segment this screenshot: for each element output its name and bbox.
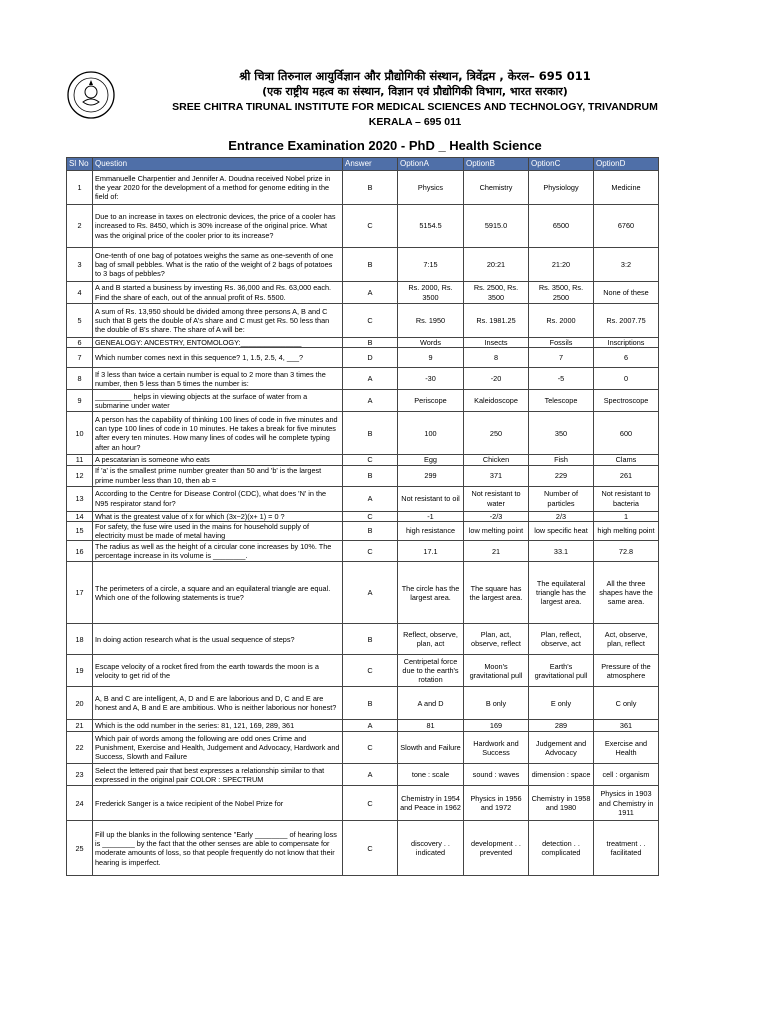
answer-cell: C bbox=[343, 541, 398, 562]
option-a-cell: Periscope bbox=[398, 390, 464, 412]
answer-cell: B bbox=[343, 248, 398, 282]
option-b-cell: 250 bbox=[464, 412, 529, 455]
option-d-cell: All the three shapes have the same area. bbox=[594, 562, 659, 624]
hindi-institute-subtitle: (एक राष्ट्रीय महत्व का संस्थान, विज्ञान एवं प्रौद्योगिकी विभाग, भारत सरकार) bbox=[262, 85, 568, 98]
option-c-cell: low specific heat bbox=[529, 521, 594, 541]
table-row bbox=[67, 338, 659, 348]
option-d-cell: Act, observe, plan, reflect bbox=[594, 624, 659, 655]
option-c-cell: -5 bbox=[529, 368, 594, 390]
question-cell: A pescatarian is someone who eats bbox=[93, 455, 343, 465]
question-cell: Due to an increase in taxes on electronic devices, the price of a cooler has increased to Rs. 8450, which is 30% increase of the original price. What was the original price of the cooler prior to its increase? bbox=[93, 205, 343, 248]
option-d-cell: high melting point bbox=[594, 521, 659, 541]
serial-number-cell: 18 bbox=[67, 624, 93, 655]
serial-number-cell: 17 bbox=[67, 562, 93, 624]
option-b-cell: 371 bbox=[464, 465, 529, 486]
option-a-cell: 5154.5 bbox=[398, 205, 464, 248]
question-cell: The perimeters of a circle, a square and an equilateral triangle are equal. Which one of the following statements is true? bbox=[93, 562, 343, 624]
question-cell: A and B started a business by investing Rs. 36,000 and Rs. 63,000 each. Find the share of each, out of the annual profit of Rs. 5500. bbox=[93, 282, 343, 304]
answer-cell: C bbox=[343, 732, 398, 764]
serial-number-cell: 19 bbox=[67, 655, 93, 687]
option-d-cell: Spectroscope bbox=[594, 390, 659, 412]
serial-number-cell: 25 bbox=[67, 821, 93, 876]
option-c-cell: Fossils bbox=[529, 338, 594, 348]
option-b-cell: Physics in 1956 and 1972 bbox=[464, 786, 529, 821]
serial-number-cell: 22 bbox=[67, 732, 93, 764]
option-c-cell: 7 bbox=[529, 348, 594, 368]
question-cell: If 'a' is the smallest prime number greater than 50 and 'b' is the largest prime number less than 10, then ab = bbox=[93, 465, 343, 486]
question-cell: A, B and C are intelligent, A, D and E are laborious and D, C and E are honest and A, B and E are ambitious. Who is neither laborious nor honest? bbox=[93, 687, 343, 720]
option-a-cell: 7:15 bbox=[398, 248, 464, 282]
question-cell: A sum of Rs. 13,950 should be divided among three persons A, B and C such that B gets the double of A's share and C must get Rs. 50 less than the double of B's share. The share of A will be: bbox=[93, 304, 343, 338]
option-d-cell: 361 bbox=[594, 720, 659, 732]
table-row bbox=[67, 390, 659, 412]
question-cell: In doing action research what is the usual sequence of steps? bbox=[93, 624, 343, 655]
serial-number-cell: 16 bbox=[67, 541, 93, 562]
question-table bbox=[66, 157, 659, 876]
option-d-cell: 600 bbox=[594, 412, 659, 455]
serial-number-cell: 7 bbox=[67, 348, 93, 368]
option-d-cell: Inscriptions bbox=[594, 338, 659, 348]
serial-number-cell: 1 bbox=[67, 171, 93, 205]
option-c-cell: Rs. 2000 bbox=[529, 304, 594, 338]
question-cell: A person has the capability of thinking 100 lines of code in five minutes and can type 100 lines of code in 10 minutes. He takes a break for five minutes after every ten minutes. How many lines of codes will he complete typing after an hour? bbox=[93, 412, 343, 455]
question-cell: Frederick Sanger is a twice recipient of the Nobel Prize for bbox=[93, 786, 343, 821]
option-d-cell: None of these bbox=[594, 282, 659, 304]
option-d-cell: 72.8 bbox=[594, 541, 659, 562]
serial-number-cell: 24 bbox=[67, 786, 93, 821]
question-cell: Which pair of words among the following are odd ones Crime and Punishment, Exercise and Health, Judgement and Advocacy, Hardwork and Success, Slowth and Failure bbox=[93, 732, 343, 764]
option-b-cell: 5915.0 bbox=[464, 205, 529, 248]
answer-cell: C bbox=[343, 205, 398, 248]
table-row bbox=[67, 486, 659, 511]
option-b-cell: Chicken bbox=[464, 455, 529, 465]
question-cell: For safety, the fuse wire used in the mains for household supply of electricity must be made of metal having bbox=[93, 521, 343, 541]
answer-cell: B bbox=[343, 687, 398, 720]
option-c-cell: 350 bbox=[529, 412, 594, 455]
serial-number-cell: 12 bbox=[67, 465, 93, 486]
answer-cell: A bbox=[343, 282, 398, 304]
option-c-cell: 289 bbox=[529, 720, 594, 732]
table-row bbox=[67, 786, 659, 821]
option-b-cell: Insects bbox=[464, 338, 529, 348]
serial-number-cell: 23 bbox=[67, 764, 93, 786]
table-row bbox=[67, 821, 659, 876]
option-c-cell: 21:20 bbox=[529, 248, 594, 282]
answer-cell: B bbox=[343, 338, 398, 348]
option-a-cell: high resistance bbox=[398, 521, 464, 541]
option-a-cell: Physics bbox=[398, 171, 464, 205]
table-row bbox=[67, 348, 659, 368]
answer-cell: C bbox=[343, 511, 398, 521]
question-cell: If 3 less than twice a certain number is equal to 2 more than 3 times the number, then 5 less than 5 times the number is: bbox=[93, 368, 343, 390]
serial-number-cell: 3 bbox=[67, 248, 93, 282]
option-a-cell: Chemistry in 1954 and Peace in 1962 bbox=[398, 786, 464, 821]
option-a-cell: Words bbox=[398, 338, 464, 348]
option-a-cell: -30 bbox=[398, 368, 464, 390]
question-cell: The radius as well as the height of a circular cone increases by 10%. The percentage increase in its volume is ________. bbox=[93, 541, 343, 562]
column-header: OptionA bbox=[398, 158, 464, 171]
option-c-cell: detection . . complicated bbox=[529, 821, 594, 876]
option-a-cell: 100 bbox=[398, 412, 464, 455]
option-d-cell: Not resistant to bacteria bbox=[594, 486, 659, 511]
option-a-cell: Rs. 1950 bbox=[398, 304, 464, 338]
serial-number-cell: 4 bbox=[67, 282, 93, 304]
answer-cell: B bbox=[343, 624, 398, 655]
option-a-cell: discovery . . indicated bbox=[398, 821, 464, 876]
option-a-cell: Rs. 2000, Rs. 3500 bbox=[398, 282, 464, 304]
serial-number-cell: 11 bbox=[67, 455, 93, 465]
option-c-cell: Telescope bbox=[529, 390, 594, 412]
column-header: OptionD bbox=[594, 158, 659, 171]
option-b-cell: 169 bbox=[464, 720, 529, 732]
option-a-cell: Not resistant to oil bbox=[398, 486, 464, 511]
table-header-row bbox=[67, 158, 659, 171]
option-b-cell: 8 bbox=[464, 348, 529, 368]
answer-cell: A bbox=[343, 486, 398, 511]
option-a-cell: -1 bbox=[398, 511, 464, 521]
question-cell: Which number comes next in this sequence? 1, 1.5, 2.5, 4, ___? bbox=[93, 348, 343, 368]
answer-cell: C bbox=[343, 455, 398, 465]
option-a-cell: 17.1 bbox=[398, 541, 464, 562]
option-d-cell: Clams bbox=[594, 455, 659, 465]
option-a-cell: tone : scale bbox=[398, 764, 464, 786]
option-b-cell: Rs. 2500, Rs. 3500 bbox=[464, 282, 529, 304]
answer-cell: A bbox=[343, 764, 398, 786]
table-row bbox=[67, 248, 659, 282]
option-d-cell: Rs. 2007.75 bbox=[594, 304, 659, 338]
table-row bbox=[67, 368, 659, 390]
option-b-cell: -20 bbox=[464, 368, 529, 390]
option-b-cell: Rs. 1981.25 bbox=[464, 304, 529, 338]
column-header: Answer bbox=[343, 158, 398, 171]
table-row bbox=[67, 732, 659, 764]
option-b-cell: Hardwork and Success bbox=[464, 732, 529, 764]
option-a-cell: A and D bbox=[398, 687, 464, 720]
answer-cell: B bbox=[343, 465, 398, 486]
option-c-cell: Physiology bbox=[529, 171, 594, 205]
serial-number-cell: 9 bbox=[67, 390, 93, 412]
option-a-cell: 81 bbox=[398, 720, 464, 732]
question-cell: Select the lettered pair that best expresses a relationship similar to that expressed in the original pair COLOR : SPECTRUM bbox=[93, 764, 343, 786]
column-header: OptionB bbox=[464, 158, 529, 171]
option-b-cell: low melting point bbox=[464, 521, 529, 541]
option-c-cell: E only bbox=[529, 687, 594, 720]
option-d-cell: treatment . . facilitated bbox=[594, 821, 659, 876]
answer-cell: B bbox=[343, 521, 398, 541]
answer-cell: A bbox=[343, 562, 398, 624]
option-a-cell: 299 bbox=[398, 465, 464, 486]
option-b-cell: development . . prevented bbox=[464, 821, 529, 876]
option-c-cell: Rs. 3500, Rs. 2500 bbox=[529, 282, 594, 304]
table-row bbox=[67, 205, 659, 248]
option-b-cell: Plan, act, observe, reflect bbox=[464, 624, 529, 655]
table-row bbox=[67, 720, 659, 732]
question-cell: GENEALOGY: ANCESTRY, ENTOMOLOGY:_______________ bbox=[93, 338, 343, 348]
institute-emblem-logo bbox=[66, 70, 116, 120]
option-b-cell: Not resistant to water bbox=[464, 486, 529, 511]
option-d-cell: 0 bbox=[594, 368, 659, 390]
answer-cell: B bbox=[343, 171, 398, 205]
hindi-institute-name: श्री चित्रा तिरुनाल आयुर्विज्ञान और प्रौद्योगिकी संस्थान, त्रिवेंद्रम , केरल– 695 011 bbox=[239, 69, 591, 83]
option-c-cell: Fish bbox=[529, 455, 594, 465]
option-d-cell: 6760 bbox=[594, 205, 659, 248]
serial-number-cell: 14 bbox=[67, 511, 93, 521]
serial-number-cell: 5 bbox=[67, 304, 93, 338]
table-row bbox=[67, 465, 659, 486]
option-b-cell: B only bbox=[464, 687, 529, 720]
option-b-cell: The square has the largest area. bbox=[464, 562, 529, 624]
question-cell: One-tenth of one bag of potatoes weighs the same as one-seventh of one bag of small pebbles. What is the ratio of the weight of 2 bags of potatoes to 3 bags of pebbles? bbox=[93, 248, 343, 282]
table-row bbox=[67, 171, 659, 205]
column-header: Question bbox=[93, 158, 343, 171]
column-header: OptionC bbox=[529, 158, 594, 171]
question-cell: According to the Centre for Disease Control (CDC), what does 'N' in the N95 respirator stand for? bbox=[93, 486, 343, 511]
answer-cell: A bbox=[343, 368, 398, 390]
option-d-cell: 1 bbox=[594, 511, 659, 521]
option-c-cell: 229 bbox=[529, 465, 594, 486]
option-a-cell: Slowth and Failure bbox=[398, 732, 464, 764]
table-row bbox=[67, 655, 659, 687]
option-b-cell: Moon's gravitational pull bbox=[464, 655, 529, 687]
serial-number-cell: 20 bbox=[67, 687, 93, 720]
option-a-cell: The circle has the largest area. bbox=[398, 562, 464, 624]
table-row bbox=[67, 455, 659, 465]
option-c-cell: 33.1 bbox=[529, 541, 594, 562]
option-d-cell: Exercise and Health bbox=[594, 732, 659, 764]
option-d-cell: Physics in 1903 and Chemistry in 1911 bbox=[594, 786, 659, 821]
option-d-cell: C only bbox=[594, 687, 659, 720]
question-cell: _________ helps in viewing objects at the surface of water from a submarine under water bbox=[93, 390, 343, 412]
option-c-cell: Earth's gravitational pull bbox=[529, 655, 594, 687]
option-a-cell: Reflect, observe, plan, act bbox=[398, 624, 464, 655]
answer-cell: A bbox=[343, 720, 398, 732]
answer-cell: A bbox=[343, 390, 398, 412]
option-a-cell: Centripetal force due to the earth's rotation bbox=[398, 655, 464, 687]
option-c-cell: Plan, reflect, observe, act bbox=[529, 624, 594, 655]
option-b-cell: 21 bbox=[464, 541, 529, 562]
option-a-cell: 9 bbox=[398, 348, 464, 368]
option-b-cell: -2/3 bbox=[464, 511, 529, 521]
answer-cell: B bbox=[343, 412, 398, 455]
exam-title: Entrance Examination 2020 - PhD _ Health Science bbox=[228, 138, 542, 153]
option-d-cell: cell : organism bbox=[594, 764, 659, 786]
answer-cell: D bbox=[343, 348, 398, 368]
table-row bbox=[67, 541, 659, 562]
english-institute-address: KERALA – 695 011 bbox=[368, 116, 462, 128]
table-row bbox=[67, 304, 659, 338]
option-c-cell: 2/3 bbox=[529, 511, 594, 521]
question-cell: What is the greatest value of x for which (3x−2)(x+ 1) = 0 ? bbox=[93, 511, 343, 521]
option-c-cell: The equilateral triangle has the largest area. bbox=[529, 562, 594, 624]
option-b-cell: 20:21 bbox=[464, 248, 529, 282]
option-c-cell: 6500 bbox=[529, 205, 594, 248]
english-institute-name: SREE CHITRA TIRUNAL INSTITUTE FOR MEDICAL SCIENCES AND TECHNOLOGY, TRIVANDRUM bbox=[172, 101, 658, 113]
question-cell: Which is the odd number in the series: 81, 121, 169, 289, 361 bbox=[93, 720, 343, 732]
option-d-cell: 3:2 bbox=[594, 248, 659, 282]
table-row bbox=[67, 624, 659, 655]
column-header: Sl No bbox=[67, 158, 93, 171]
table-row bbox=[67, 687, 659, 720]
answer-cell: C bbox=[343, 655, 398, 687]
option-a-cell: Egg bbox=[398, 455, 464, 465]
table-row bbox=[67, 282, 659, 304]
option-c-cell: dimension : space bbox=[529, 764, 594, 786]
serial-number-cell: 2 bbox=[67, 205, 93, 248]
answer-cell: C bbox=[343, 304, 398, 338]
serial-number-cell: 8 bbox=[67, 368, 93, 390]
option-b-cell: Kaleidoscope bbox=[464, 390, 529, 412]
serial-number-cell: 15 bbox=[67, 521, 93, 541]
question-cell: Emmanuelle Charpentier and Jennifer A. Doudna received Nobel prize in the year 2020 for the development of a method for genome editing in the field of: bbox=[93, 171, 343, 205]
serial-number-cell: 10 bbox=[67, 412, 93, 455]
option-c-cell: Judgement and Advocacy bbox=[529, 732, 594, 764]
answer-cell: C bbox=[343, 786, 398, 821]
table-row bbox=[67, 511, 659, 521]
table-row bbox=[67, 412, 659, 455]
table-row bbox=[67, 562, 659, 624]
option-b-cell: sound : waves bbox=[464, 764, 529, 786]
table-row bbox=[67, 764, 659, 786]
table-row bbox=[67, 521, 659, 541]
option-c-cell: Number of particles bbox=[529, 486, 594, 511]
option-b-cell: Chemistry bbox=[464, 171, 529, 205]
option-d-cell: 6 bbox=[594, 348, 659, 368]
serial-number-cell: 21 bbox=[67, 720, 93, 732]
serial-number-cell: 13 bbox=[67, 486, 93, 511]
option-d-cell: 261 bbox=[594, 465, 659, 486]
serial-number-cell: 6 bbox=[67, 338, 93, 348]
option-d-cell: Pressure of the atmosphere bbox=[594, 655, 659, 687]
question-cell: Escape velocity of a rocket fired from the earth towards the moon is a velocity to get rid of the bbox=[93, 655, 343, 687]
option-c-cell: Chemistry in 1958 and 1980 bbox=[529, 786, 594, 821]
option-d-cell: Medicine bbox=[594, 171, 659, 205]
question-cell: Fill up the blanks in the following sentence "Early ________ of hearing loss is ________ by the fact that the other senses are able to compensate for moderate amounts of loss, so that people frequently do not know that their hearing is imperfect. bbox=[93, 821, 343, 876]
answer-cell: C bbox=[343, 821, 398, 876]
